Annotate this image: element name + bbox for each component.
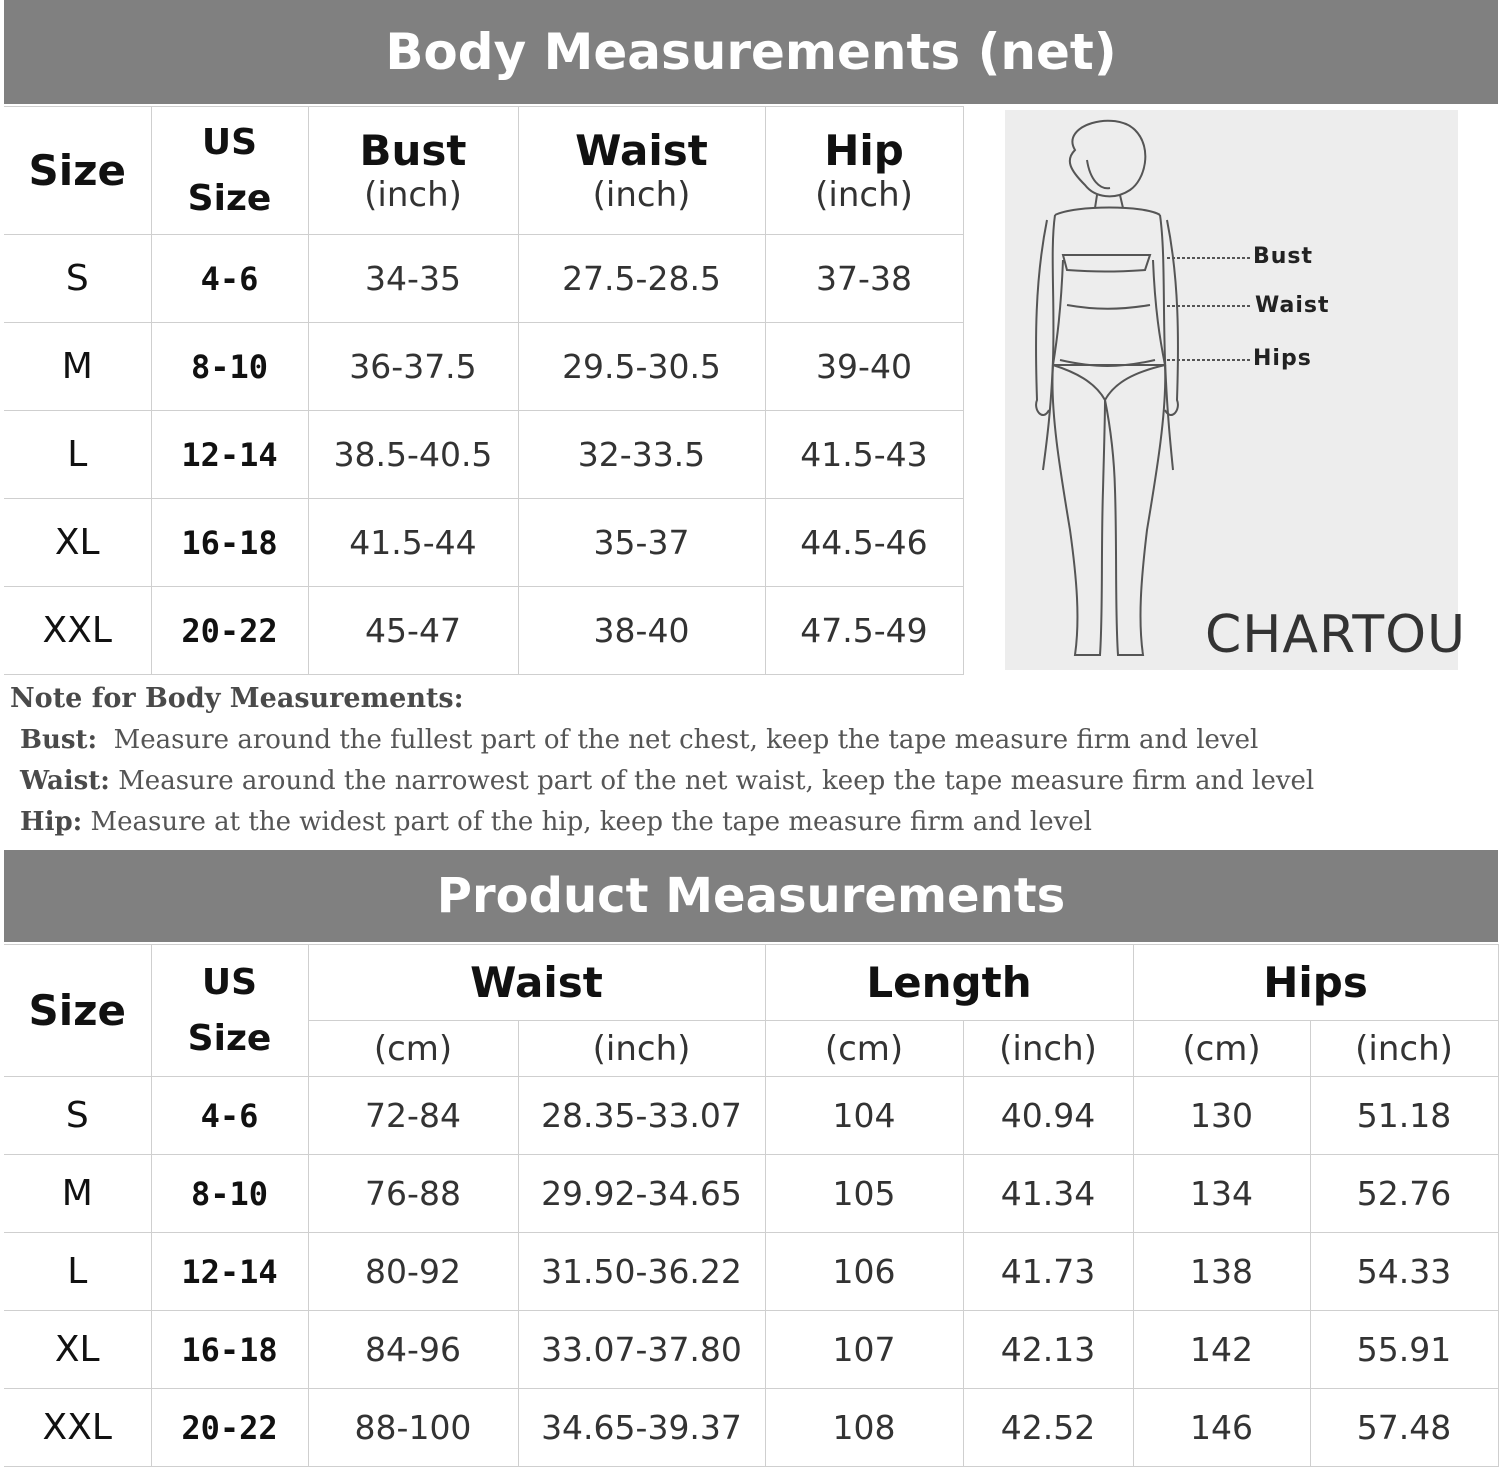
length-inch-value: 41.73	[963, 1233, 1133, 1311]
us-size-cell: 8-10	[151, 323, 308, 411]
bust-value: 41.5-44	[308, 499, 518, 587]
size-cell: XL	[4, 499, 151, 587]
note-bust: Bust: Measure around the fullest part of the net chest, keep the tape measure firm and level	[20, 725, 1259, 755]
body-measurements-table	[4, 106, 964, 675]
hip-value: 44.5-46	[765, 499, 963, 587]
table-row	[4, 1233, 1498, 1311]
table-row	[4, 587, 963, 675]
bust-value: 36-37.5	[308, 323, 518, 411]
waist-value: 32-33.5	[518, 411, 765, 499]
table-row	[4, 499, 963, 587]
header-bust: Bust (inch)	[308, 107, 518, 235]
note-hip: Hip: Measure at the widest part of the hip, keep the tape measure firm and level	[20, 807, 1092, 837]
hips-cm-value: 142	[1133, 1311, 1310, 1389]
figure-label-bust: Bust	[1253, 244, 1314, 269]
hips-cm-value: 134	[1133, 1155, 1310, 1233]
measurement-notes	[10, 683, 1490, 848]
product-header-row	[4, 945, 1498, 1021]
size-cell: L	[4, 1233, 151, 1311]
waist-inch-value: 28.35-33.07	[518, 1077, 765, 1155]
waist-cm-value: 88-100	[308, 1389, 518, 1467]
product-measurements-title: Product Measurements	[4, 850, 1498, 942]
figure-label-hips: Hips	[1253, 346, 1312, 371]
size-cell: XXL	[4, 587, 151, 675]
header-hip: Hip (inch)	[765, 107, 963, 235]
header-waist: Waist	[308, 945, 765, 1021]
length-cm-value: 107	[765, 1311, 963, 1389]
unit-inch: (inch)	[963, 1021, 1133, 1077]
table-row	[4, 1311, 1498, 1389]
us-size-cell: 4-6	[151, 1077, 308, 1155]
waist-value: 35-37	[518, 499, 765, 587]
us-size-cell: 16-18	[151, 499, 308, 587]
header-waist: Waist (inch)	[518, 107, 765, 235]
header-size: Size	[4, 107, 151, 235]
size-cell: S	[4, 1077, 151, 1155]
hips-inch-value: 54.33	[1310, 1233, 1498, 1311]
table-row	[4, 411, 963, 499]
hip-value: 41.5-43	[765, 411, 963, 499]
product-measurements-table	[4, 944, 1499, 1467]
waist-cm-value: 80-92	[308, 1233, 518, 1311]
header-us-size: US Size	[151, 107, 308, 235]
header-hips: Hips	[1133, 945, 1498, 1021]
length-cm-value: 105	[765, 1155, 963, 1233]
waist-inch-value: 34.65-39.37	[518, 1389, 765, 1467]
size-cell: M	[4, 323, 151, 411]
table-row	[4, 1077, 1498, 1155]
note-waist: Waist: Measure around the narrowest part of the net waist, keep the tape measure firm and level	[20, 766, 1315, 796]
header-size: Size	[4, 945, 151, 1077]
size-cell: M	[4, 1155, 151, 1233]
waist-cm-value: 72-84	[308, 1077, 518, 1155]
unit-cm: (cm)	[765, 1021, 963, 1077]
waist-cm-value: 84-96	[308, 1311, 518, 1389]
hips-cm-value: 130	[1133, 1077, 1310, 1155]
us-size-cell: 20-22	[151, 587, 308, 675]
bust-value: 38.5-40.5	[308, 411, 518, 499]
waist-cm-value: 76-88	[308, 1155, 518, 1233]
us-size-cell: 12-14	[151, 411, 308, 499]
notes-title: Note for Body Measurements:	[10, 683, 464, 714]
hips-cm-value: 146	[1133, 1389, 1310, 1467]
table-row	[4, 1389, 1498, 1467]
unit-cm: (cm)	[1133, 1021, 1310, 1077]
us-size-cell: 20-22	[151, 1389, 308, 1467]
length-inch-value: 40.94	[963, 1077, 1133, 1155]
body-figure-illustration	[1005, 110, 1467, 670]
us-size-cell: 12-14	[151, 1233, 308, 1311]
table-row	[4, 235, 963, 323]
unit-inch: (inch)	[518, 1021, 765, 1077]
figure-label-waist: Waist	[1255, 293, 1330, 318]
unit-inch: (inch)	[1310, 1021, 1498, 1077]
hips-inch-value: 57.48	[1310, 1389, 1498, 1467]
header-us-size: US Size	[151, 945, 308, 1077]
length-cm-value: 108	[765, 1389, 963, 1467]
length-cm-value: 106	[765, 1233, 963, 1311]
us-size-cell: 8-10	[151, 1155, 308, 1233]
table-row	[4, 323, 963, 411]
size-cell: XXL	[4, 1389, 151, 1467]
waist-value: 38-40	[518, 587, 765, 675]
size-cell: XL	[4, 1311, 151, 1389]
bust-value: 45-47	[308, 587, 518, 675]
length-cm-value: 104	[765, 1077, 963, 1155]
us-size-cell: 4-6	[151, 235, 308, 323]
hips-cm-value: 138	[1133, 1233, 1310, 1311]
body-header-row	[4, 107, 963, 235]
hip-value: 39-40	[765, 323, 963, 411]
hips-inch-value: 51.18	[1310, 1077, 1498, 1155]
length-inch-value: 42.13	[963, 1311, 1133, 1389]
waist-inch-value: 33.07-37.80	[518, 1311, 765, 1389]
bust-value: 34-35	[308, 235, 518, 323]
body-measurements-title: Body Measurements (net)	[4, 0, 1498, 104]
brand-logo: CHARTOU	[1205, 605, 1467, 665]
length-inch-value: 41.34	[963, 1155, 1133, 1233]
size-cell: S	[4, 235, 151, 323]
hips-inch-value: 52.76	[1310, 1155, 1498, 1233]
waist-value: 29.5-30.5	[518, 323, 765, 411]
body-outline-icon	[1005, 110, 1458, 670]
unit-cm: (cm)	[308, 1021, 518, 1077]
hips-inch-value: 55.91	[1310, 1311, 1498, 1389]
waist-inch-value: 31.50-36.22	[518, 1233, 765, 1311]
size-cell: L	[4, 411, 151, 499]
waist-value: 27.5-28.5	[518, 235, 765, 323]
header-length: Length	[765, 945, 1133, 1021]
hip-value: 37-38	[765, 235, 963, 323]
waist-inch-value: 29.92-34.65	[518, 1155, 765, 1233]
length-inch-value: 42.52	[963, 1389, 1133, 1467]
table-row	[4, 1155, 1498, 1233]
us-size-cell: 16-18	[151, 1311, 308, 1389]
hip-value: 47.5-49	[765, 587, 963, 675]
